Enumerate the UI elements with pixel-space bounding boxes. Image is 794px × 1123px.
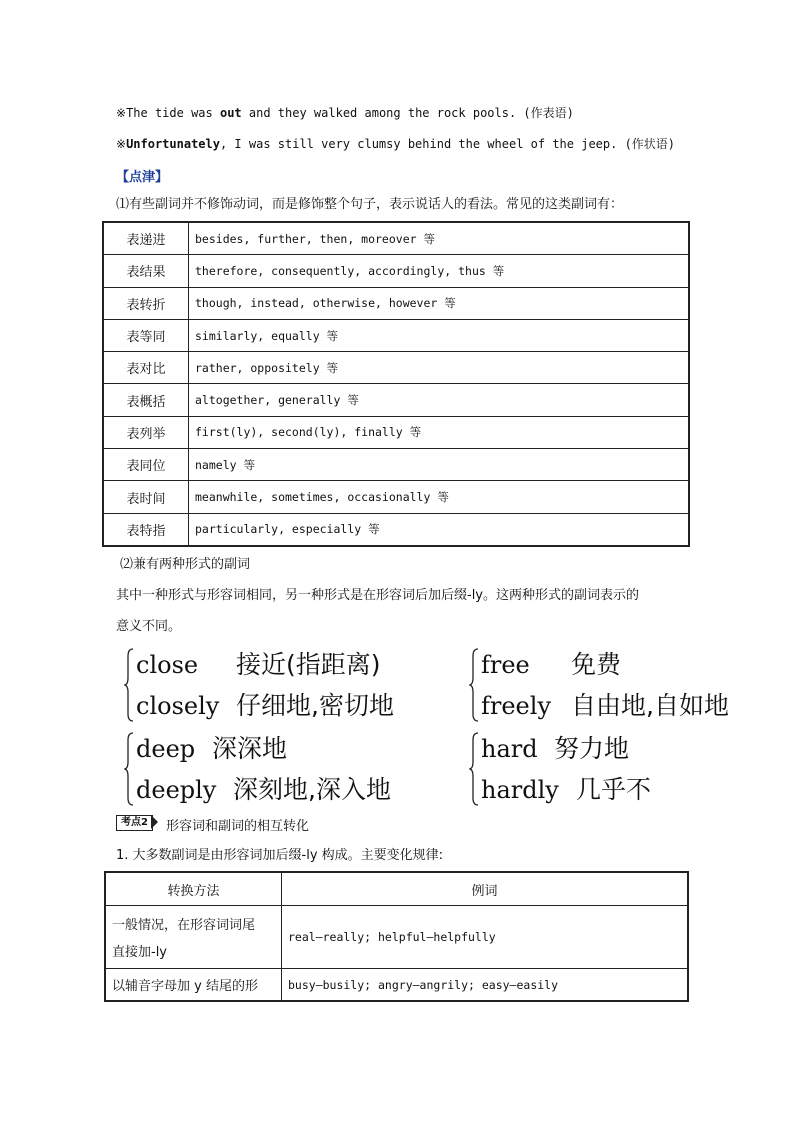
reference-mark: ※ [116, 137, 127, 151]
category-cell: 表结果 [103, 255, 189, 287]
table-row [103, 319, 689, 351]
table-header-cell: 例词 [282, 872, 689, 906]
adverb-pair [469, 644, 769, 728]
example-bold-word: out [219, 106, 242, 120]
adverbs-cell: particularly, especially 等 [189, 513, 690, 546]
pair-word: freely [481, 692, 551, 720]
category-cell: 表列举 [103, 416, 189, 448]
example-cell: real—really; helpful—helpfully [282, 906, 689, 969]
adverb-pair [124, 728, 424, 812]
example-sentence-2 [116, 136, 675, 152]
table-row [103, 513, 689, 546]
section2-text-line1: 其中一种形式与形容词相同，另一种形式是在形容词后加后缀-ly。这两种形式的副词表示的 [116, 588, 639, 603]
table-row [105, 906, 688, 969]
pair-word: closely [136, 692, 220, 720]
brace-icon [469, 648, 479, 722]
table-row [103, 352, 689, 384]
adverbs-cell: though, instead, otherwise, however 等 [189, 287, 690, 319]
table-row [103, 384, 689, 416]
note-heading: 【点津】 [116, 170, 169, 185]
pair-meaning: 深深地 [212, 734, 288, 763]
pair-word: deep [136, 735, 196, 763]
adverb-pair [469, 728, 769, 812]
pair-meaning: 几乎不 [576, 775, 652, 804]
brace-icon [124, 732, 134, 806]
category-cell: 表特指 [103, 513, 189, 546]
pair-meaning: 仔细地,密切地 [236, 691, 394, 720]
point-badge: 考点2 [116, 815, 153, 831]
table-row [103, 481, 689, 513]
adverbs-cell: similarly, equally 等 [189, 319, 690, 351]
pair-meaning: 接近(指距离) [236, 650, 381, 679]
brace-icon [124, 648, 134, 722]
section1-intro: ⑴有些副词并不修饰动词，而是修饰整个句子，表示说话人的看法。常见的这类副词有： [116, 197, 624, 212]
category-cell: 表概括 [103, 384, 189, 416]
method-cell [105, 906, 282, 969]
pair-word: free [481, 651, 530, 679]
adverbs-cell: rather, oppositely 等 [189, 352, 690, 384]
rule-1: 1. 大多数副词是由形容词加后缀-ly 构成。主要变化规律: [116, 848, 444, 863]
table-row [105, 969, 688, 1002]
conversion-table [104, 871, 689, 1002]
category-cell: 表对比 [103, 352, 189, 384]
table-row [103, 287, 689, 319]
example-bold-word: Unfortunately [126, 137, 220, 151]
example-text: The tide was [126, 106, 220, 120]
category-cell: 表递进 [103, 222, 189, 255]
pair-word: deeply [136, 776, 217, 804]
table-header-cell: 转换方法 [105, 872, 282, 906]
adverbs-cell: meanwhile, sometimes, occasionally 等 [189, 481, 690, 513]
category-cell: 表同位 [103, 449, 189, 481]
method-line: 直接加-ly [112, 945, 167, 960]
table-header-row [105, 872, 688, 906]
pair-word: hardly [481, 776, 559, 804]
badge-arrow-icon [151, 815, 158, 829]
adverbs-cell: altogether, generally 等 [189, 384, 690, 416]
pair-meaning: 自由地,自如地 [571, 691, 729, 720]
category-cell: 表转折 [103, 287, 189, 319]
table-row [103, 222, 689, 255]
adverbs-cell: namely 等 [189, 449, 690, 481]
pair-meaning: 深刻地,深入地 [233, 775, 391, 804]
adverbs-cell: therefore, consequently, accordingly, thus 等 [189, 255, 690, 287]
adverbs-cell: first(ly), second(ly), finally 等 [189, 416, 690, 448]
example-text: , I was still very clumsy behind the wheel of the jeep. (作状语) [219, 137, 676, 151]
category-cell: 表时间 [103, 481, 189, 513]
adverb-pair [124, 644, 424, 728]
table-row [103, 255, 689, 287]
sentence-adverb-table [102, 221, 690, 547]
adverbs-cell: besides, further, then, moreover 等 [189, 222, 690, 255]
table-row [103, 416, 689, 448]
section2-text-line2: 意义不同。 [116, 619, 182, 634]
example-cell: busy—busily; angry—angrily; easy—easily [282, 969, 689, 1002]
example-sentence-1 [116, 105, 574, 121]
brace-icon [469, 732, 479, 806]
pair-meaning: 努力地 [554, 734, 630, 763]
section2-title: ⑵兼有两种形式的副词 [120, 557, 251, 572]
pair-word: hard [481, 735, 538, 763]
pair-word: close [136, 651, 199, 679]
method-line: 一般情况，在形容词词尾 [112, 918, 256, 933]
category-cell: 表等同 [103, 319, 189, 351]
reference-mark: ※ [116, 106, 127, 120]
method-cell: 以辅音字母加 y 结尾的形 [105, 969, 282, 1002]
pair-meaning: 免费 [571, 650, 622, 679]
example-text: and they walked among the rock pools. (作表语) [241, 106, 574, 120]
point-title: 形容词和副词的相互转化 [166, 819, 310, 834]
table-row [103, 449, 689, 481]
